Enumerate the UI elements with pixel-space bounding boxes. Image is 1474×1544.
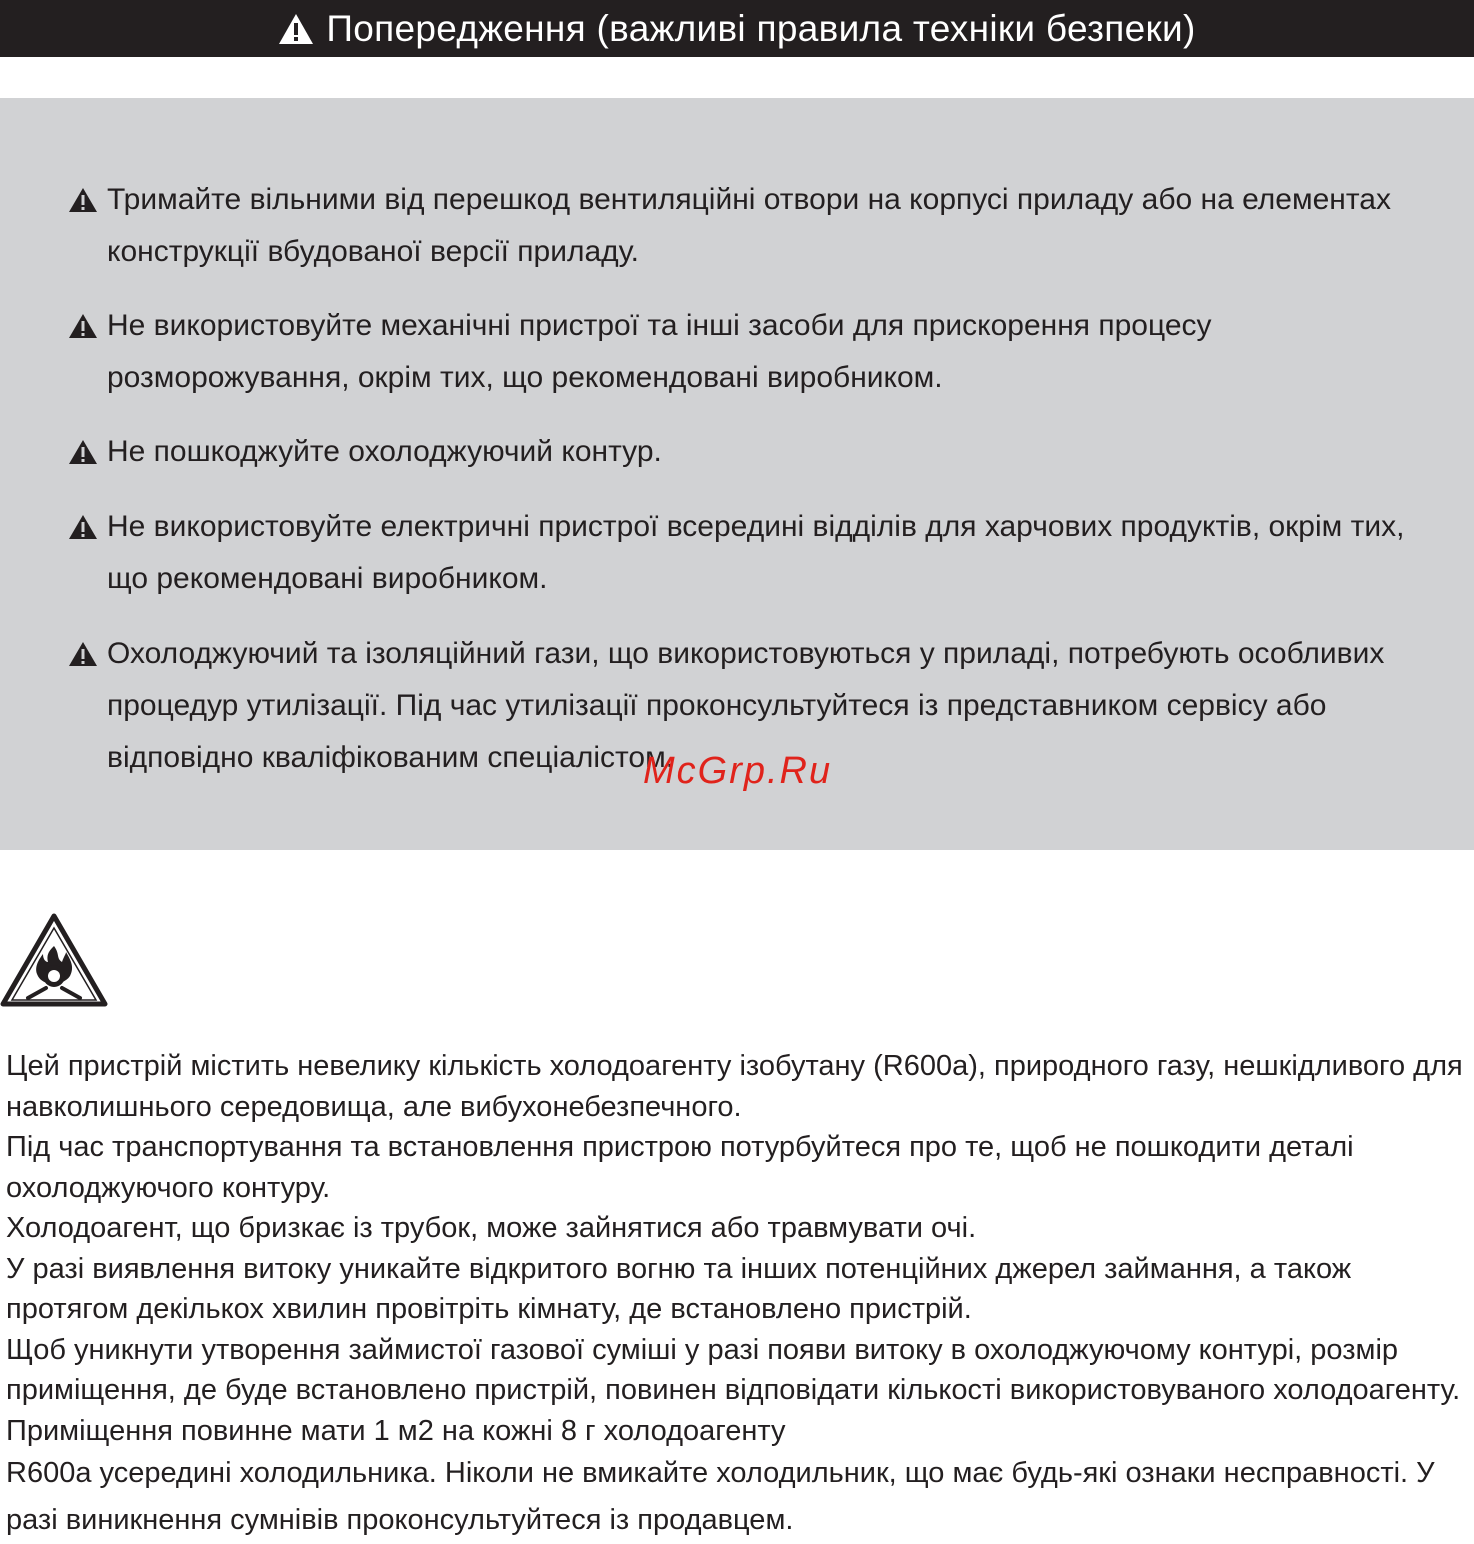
paragraph: У разі виявлення витоку уникайте відкритого вогню та інших потенційних джерел займання, а також протягом декількох хвилин провітріть кімнату, де встановлено пристрій. bbox=[6, 1252, 1352, 1325]
warning-text: Тримайте вільними від перешкод вентиляційні отвори на корпусі приладу або на елементах конструкції вбудованої версії приладу. bbox=[107, 183, 1391, 268]
refrigerant-info bbox=[6, 1046, 1466, 1544]
paragraph: R600a усередині холодильника. Ніколи не вмикайте холодильник, що має будь-які ознаки несправності. У разі виникнення сумнівів проконсультуйтеся із продавцем. bbox=[6, 1457, 1435, 1536]
paragraph: Під час транспортування та встановлення пристрою потурбуйтеся про те, щоб не пошкодити деталі охолоджуючого контуру. bbox=[6, 1131, 1354, 1204]
header-bar bbox=[0, 0, 1474, 57]
warning-item bbox=[68, 426, 1428, 478]
paragraph: Цей пристрій містить невелику кількість холодоагенту ізобутану (R600a), природного газу, нешкідливого для навколишнього середовища, але вибухонебезпечного. bbox=[6, 1050, 1463, 1123]
warning-text: Охолоджуючий та ізоляційний гази, що використовуються у приладі, потребують особливих процедур утилізації. Під час утилізації проконсультуйтеся із представником сервісу або відповідно кваліфікованим спеціалістом. bbox=[107, 637, 1385, 774]
warning-item bbox=[68, 300, 1428, 404]
warning-icon bbox=[68, 641, 98, 667]
warning-icon bbox=[68, 514, 98, 540]
warning-icon bbox=[68, 439, 98, 465]
warning-item bbox=[68, 501, 1428, 605]
paragraph: Холодоагент, що бризкає із трубок, може зайнятися або травмувати очі. bbox=[6, 1212, 977, 1244]
warning-item bbox=[68, 174, 1428, 278]
warning-icon bbox=[68, 313, 98, 339]
warning-icon bbox=[278, 13, 314, 45]
paragraph: Щоб уникнути утворення займистої газової суміші у разі появи витоку в охолоджуючому контурі, розмір приміщення, де буде встановлено пристрій, повинен відповідати кількості використовуваного холодоагенту. Приміщення повинне мати 1 м2 на кожні 8 г холодоагенту bbox=[6, 1333, 1461, 1447]
warning-icon bbox=[68, 187, 98, 213]
warning-text: Не використовуйте електричні пристрої всередині відділів для харчових продуктів, окрім тих, що рекомендовані виробником. bbox=[107, 510, 1405, 595]
watermark: McGrp.Ru bbox=[643, 750, 833, 792]
page-title: Попередження (важливі правила техніки безпеки) bbox=[326, 7, 1196, 49]
flammable-warning-icon bbox=[0, 912, 108, 1008]
warning-text: Не використовуйте механічні пристрої та інші засоби для прискорення процесу розморожування, окрім тих, що рекомендовані виробником. bbox=[107, 309, 1212, 394]
warning-text: Не пошкоджуйте охолоджуючий контур. bbox=[107, 435, 662, 468]
